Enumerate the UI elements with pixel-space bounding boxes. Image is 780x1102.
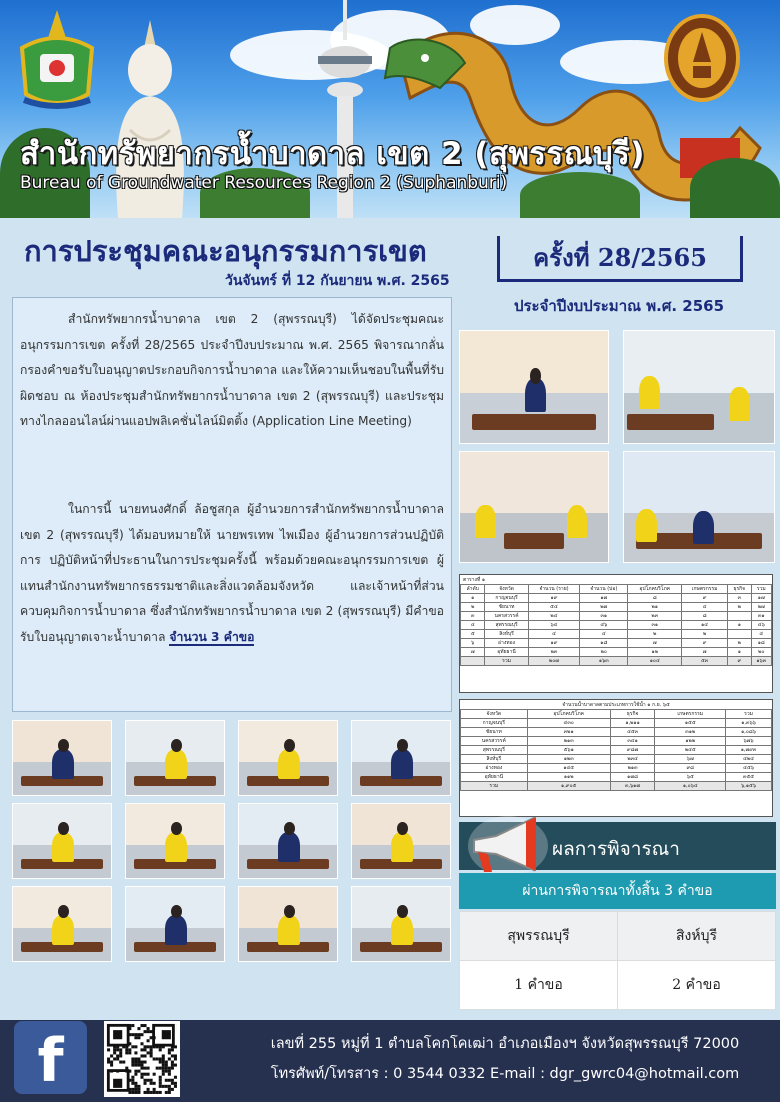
table-cell: ๓๑ (751, 612, 771, 621)
table-cell: ๑๘ (751, 639, 771, 648)
table-cell: ๒๑๓ (527, 737, 610, 746)
table-cell: ๓๕๕ (726, 773, 772, 782)
table-cell: ๒ (682, 630, 728, 639)
table-header-cell: จังหวัด (485, 585, 528, 594)
table-header-row (461, 710, 772, 719)
bureau-emblem-icon (14, 8, 100, 112)
table-row (461, 603, 772, 612)
table-cell: ๒ (728, 639, 752, 648)
license-table (459, 574, 773, 693)
table-cell: ๘ (628, 594, 682, 603)
table-cell: ๑๒๒ (655, 737, 726, 746)
table-cell: ๑,๐๘๖ (726, 728, 772, 737)
table-cell: ๒๓ (628, 612, 682, 621)
header-banner (0, 0, 780, 218)
table-cell: รวม (461, 782, 528, 791)
meeting-photo (459, 451, 609, 563)
table-cell: ๙ (682, 594, 728, 603)
table-cell: ๓๔๑ (610, 737, 655, 746)
table-cell: ๘ (682, 612, 728, 621)
table-cell: ๑๕๕ (655, 719, 726, 728)
table-cell: ๑ (728, 621, 752, 630)
result-count-1: 1 คำขอ (460, 961, 618, 1010)
result-table (459, 911, 776, 1010)
table-cell: อุทัยธานี (485, 648, 528, 657)
table-row (461, 773, 772, 782)
table-cell: ๑,๒๑๑ (610, 719, 655, 728)
table-cell: ๓,๖๑๗ (610, 782, 655, 791)
table-cell: ๒๑ (628, 603, 682, 612)
table-cell: ๓๑ (628, 621, 682, 630)
table-cell: ๒๗ (751, 603, 771, 612)
table-cell: ๑,๓๖๖ (726, 719, 772, 728)
table-cell: ๑๗ (751, 594, 771, 603)
table-cell: อ่างทอง (461, 764, 528, 773)
table-cell: ๔ (682, 603, 728, 612)
table-cell: กาญจนบุรี (485, 594, 528, 603)
table-cell: อ่างทอง (485, 639, 528, 648)
table-row (461, 648, 772, 657)
table-cell: นครสวรรค์ (485, 612, 528, 621)
meeting-photo (238, 886, 338, 962)
table-cell: สิงห์บุรี (461, 755, 528, 764)
table-cell: ๓ (461, 612, 485, 621)
meeting-photo (125, 720, 225, 796)
table-cell (728, 612, 752, 621)
table-row (461, 612, 772, 621)
table-row (461, 764, 772, 773)
table-cell: ชัยนาท (485, 603, 528, 612)
table-header-cell: อุปโภคบริโภค (527, 710, 610, 719)
request-count-highlight: จำนวน 3 คำขอ (169, 629, 255, 644)
table-cell: ๑๘ (580, 639, 628, 648)
meeting-photo (238, 720, 338, 796)
table-cell: ๙๘๗ (610, 746, 655, 755)
table-cell: ๙ (682, 639, 728, 648)
result-province-1: สุพรรณบุรี (460, 912, 618, 961)
table-cell: ๗ (628, 639, 682, 648)
table-cell: ๑๗๘ (610, 773, 655, 782)
table-cell: ๒ (728, 603, 752, 612)
result-province-2: สิงห์บุรี (618, 912, 776, 961)
table-cell: ๑๗ (580, 594, 628, 603)
table-cell: ๕๔ (528, 603, 580, 612)
meeting-photo (12, 803, 112, 879)
meeting-photo (351, 803, 451, 879)
table-cell: ๖๕ (655, 773, 726, 782)
table-cell: ๖๔ (528, 621, 580, 630)
table-cell: ๕๖๑ (527, 746, 610, 755)
table-cell: ๒๑๓ (610, 764, 655, 773)
table-row (461, 728, 772, 737)
footer-address: เลขที่ 255 หมู่ที่ 1 ตำบลโคกโคเฒ่า อำเภอเมืองฯ จังหวัดสุพรรณบุรี 72000 (270, 1036, 740, 1052)
table-cell: ๔๒๔ (726, 755, 772, 764)
meeting-date: วันจันทร์ ที่ 12 กันยายน พ.ศ. 2565 (225, 273, 450, 289)
table-cell: ๑,๙๐๕ (527, 782, 610, 791)
table-header-cell: จำนวน (บ่อ) (580, 585, 628, 594)
table-header-row (461, 585, 772, 594)
department-seal-icon (663, 10, 741, 102)
table-cell: ๔ (528, 630, 580, 639)
meeting-photo (623, 451, 775, 563)
table-row (461, 755, 772, 764)
table-cell: ๔๓๐ (527, 719, 610, 728)
table-cell: ๒๔ (528, 612, 580, 621)
meeting-photo (125, 886, 225, 962)
table-cell: ๖๗ (655, 755, 726, 764)
table-header-cell: รวม (751, 585, 771, 594)
table-row (461, 737, 772, 746)
banner-title-en: Bureau of Groundwater Resources Region 2 (Suphanburi) (20, 173, 508, 193)
table-cell: ๒๐๗ (528, 657, 580, 666)
table-cell: สิงห์บุรี (485, 630, 528, 639)
footer-contact: โทรศัพท์/โทรสาร : 0 3544 0332 E-mail : dgr_gwrc04@hotmail.com (270, 1066, 740, 1082)
table-cell: นครสวรรค์ (461, 737, 528, 746)
table-caption: จำนวนน้ำบาดาลตามประเภทการใช้น้ำ ๑ ก.ย. ๖๕ (562, 702, 670, 708)
table-cell: ๑๒ (628, 648, 682, 657)
water-use-table (459, 699, 773, 817)
table-cell: ๑ (728, 648, 752, 657)
table-row (461, 719, 772, 728)
table-cell: ๑,๐๖๔ (655, 782, 726, 791)
table-cell: ๒๐ (751, 648, 771, 657)
table-cell: ๔ (461, 621, 485, 630)
table-cell: ๔๕๖ (726, 764, 772, 773)
table-header-cell: ธุรกิจ (610, 710, 655, 719)
meeting-photo (351, 720, 451, 796)
meeting-photo (238, 803, 338, 879)
result-title: ผลการพิจารณา (552, 838, 680, 860)
table-cell: รวม (485, 657, 528, 666)
table-cell: ๑๙ (528, 594, 580, 603)
meeting-photo (125, 803, 225, 879)
table-cell: ๒๗ (580, 603, 628, 612)
banner-title-th: สำนักทรัพยากรน้ำบาดาล เขต 2 (สุพรรณบุรี) (20, 136, 645, 172)
table-cell: ๒๓ (528, 648, 580, 657)
table-cell: ๖,๑๕๖ (726, 782, 772, 791)
meeting-photo (12, 720, 112, 796)
table-cell: ๔ (580, 630, 628, 639)
table-header-cell: จำนวน (ราย) (528, 585, 580, 594)
table-cell: ๔๖ (580, 621, 628, 630)
article-paragraph-1: สำนักทรัพยากรน้ำบาดาล เขต 2 (สุพรรณบุรี) ได้จัดประชุมคณะอนุกรรมการเขต ครั้งที่ 28/2565 ประจำปีงบประมาณ พ.ศ. 2565 พิจารณากลั่นกรองคำขอรับใบอนุญาตประกอบกิจการน้ำบาดาล และให้ความเห็นชอบในพื้นที่รับผิดชอบ ณ ห้องประชุมสำนักทรัพยากรน้ำบาดาล เขต 2 (สุพรรณบุรี) และประชุมทางไกลออนไลน์ผ่านแอปพลิเคชั่นไลน์มิตติ้ง (Application Line Meeting) (20, 312, 444, 429)
table-cell (461, 657, 485, 666)
qr-code-icon[interactable] (104, 1021, 180, 1097)
fiscal-year: ประจำปีงบประมาณ พ.ศ. 2565 (513, 297, 725, 315)
table-cell: ๕ (461, 630, 485, 639)
table-row (461, 630, 772, 639)
megaphone-icon (466, 814, 550, 878)
table-cell: ๙๘ (655, 764, 726, 773)
table-cell: อุทัยธานี (461, 773, 528, 782)
table-row (461, 621, 772, 630)
table-cell: ๕๓ (682, 657, 728, 666)
result-subtitle: ผ่านการพิจารณาทั้งสิ้น 3 คำขอ (459, 873, 776, 909)
table-cell: ๖๗๖ (726, 737, 772, 746)
table-cell: กาญจนบุรี (461, 719, 528, 728)
table-cell: ๗ (461, 648, 485, 657)
table-cell: ๔๖ (751, 621, 771, 630)
table-cell: ๙ (728, 657, 752, 666)
page-title: การประชุมคณะอนุกรรมการเขต (24, 234, 427, 268)
table-cell: ๓๒๑ (527, 728, 610, 737)
table-cell: ๑ (461, 594, 485, 603)
table-header-cell: ลำดับ (461, 585, 485, 594)
table-cell: ๒๓๔ (610, 755, 655, 764)
table-total-row (461, 657, 772, 666)
facebook-icon[interactable]: f (14, 1021, 87, 1094)
table-cell: ๒ (628, 630, 682, 639)
result-count-2: 2 คำขอ (618, 961, 776, 1010)
table-cell: ๓๑ (580, 612, 628, 621)
meeting-photo (623, 330, 775, 444)
table-cell: ๖ (461, 639, 485, 648)
table-cell: ๔๕๓ (610, 728, 655, 737)
table-row (461, 594, 772, 603)
table-cell: สุพรรณบุรี (461, 746, 528, 755)
table-cell: ชัยนาท (461, 728, 528, 737)
table-cell: ๑๙ (528, 639, 580, 648)
table-cell: ๒๔๕ (655, 746, 726, 755)
table-header-cell: เกษตรกรรม (682, 585, 728, 594)
table-cell: ๑๖๓ (580, 657, 628, 666)
table-header-cell: อุปโภคบริโภค (628, 585, 682, 594)
table-header-cell: จังหวัด (461, 710, 528, 719)
table-cell: ๔ (751, 630, 771, 639)
table-cell: สุพรรณบุรี (485, 621, 528, 630)
table-cell: ๑๒๓ (527, 755, 610, 764)
table-cell: ๓ (728, 594, 752, 603)
table-header-cell: รวม (726, 710, 772, 719)
table-row (461, 746, 772, 755)
table-cell (728, 630, 752, 639)
table-cell: ๑๑๒ (527, 773, 610, 782)
table-row (461, 639, 772, 648)
table-cell: ๒๐ (580, 648, 628, 657)
table-cell: ๑๔ (682, 621, 728, 630)
table-cell: ๗ (682, 648, 728, 657)
table-total-row (461, 782, 772, 791)
table-cell: ๓๑๒ (655, 728, 726, 737)
table-cell: ๒ (461, 603, 485, 612)
table-header-cell: ธุรกิจ (728, 585, 752, 594)
table-caption: ตารางที่ ๑ (463, 577, 486, 583)
session-number: ครั้งที่ 28/2565 (533, 243, 707, 272)
table-cell: ๑๔๕ (527, 764, 610, 773)
table-cell: ๑๐๔ (628, 657, 682, 666)
table-cell: ๑,๗๙๓ (726, 746, 772, 755)
meeting-photo (12, 886, 112, 962)
table-header-cell: เกษตรกรรม (655, 710, 726, 719)
article-paragraph-2: ในการนี้ นายทนงศักดิ์ ล้อชูสกุล ผู้อำนวยการสำนักทรัพยากรน้ำบาดาล เขต 2 (สุพรรณบุรี) ได้มอบหมายให้ นายพรเทพ ไพเมือง ผู้อำนวยการส่วนปฏิบัติการ ปฏิบัติหน้าที่ประธานในการประชุมครั้งนี้ พร้อมด้วยคณะอนุกรรมการเขต ผู้แทนสำนักงานทรัพยากรธรรมชาติและสิ่งแวดล้อมจังหวัด และเจ้าหน้าที่ส่วนควบคุมกิจการน้ำบาดาล ซึ่งสำนักทรัพยากรน้ำบาดาล เขต 2 (สุพรรณบุรี) มีคำขอรับใบอนุญาตเจาะน้ำบาดาล จำนวน 3 คำขอ (20, 502, 444, 644)
table-cell: ๑๖๓ (751, 657, 771, 666)
meeting-photo (351, 886, 451, 962)
meeting-photo (459, 330, 609, 444)
